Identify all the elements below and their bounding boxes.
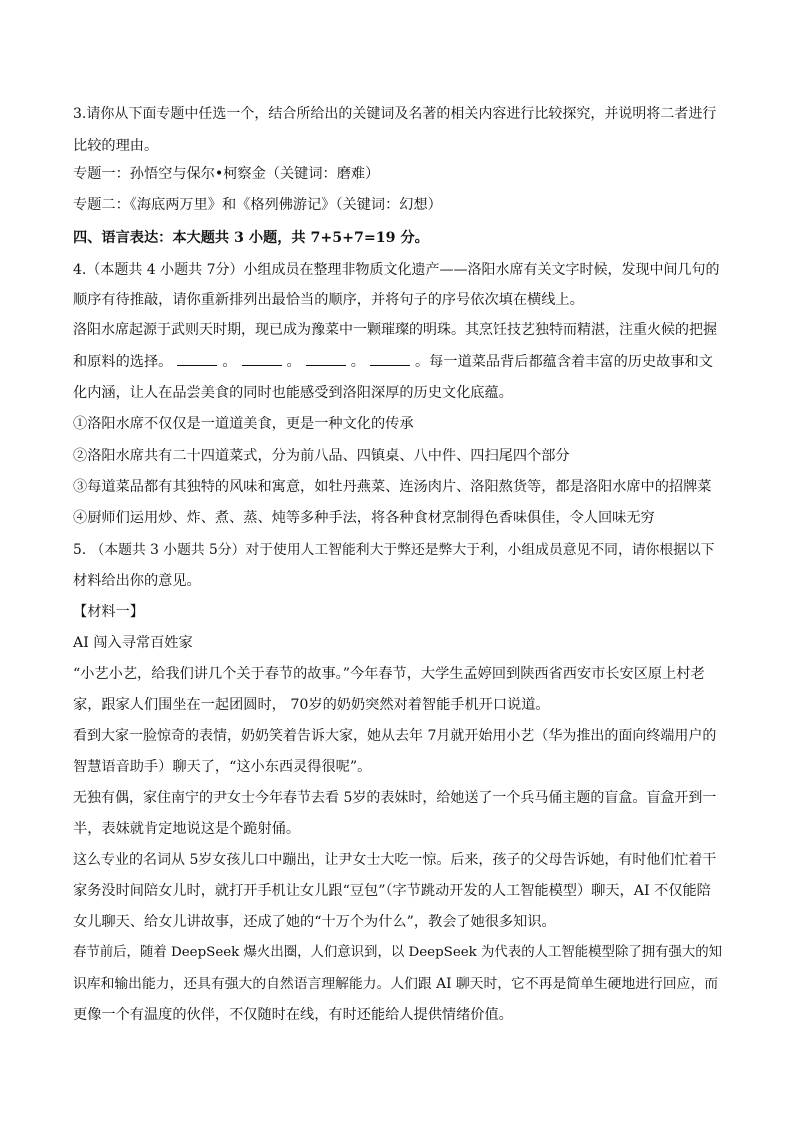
q4-line-3: 洛阳水席起源于武则天时期，现已成为豫菜中一颗璀璨的明珠。其烹饪技艺独特而精湛，注重火候的把握 (73, 322, 717, 338)
q4-blank-prefix: 和原料的选择。 (73, 354, 173, 370)
material-paragraph-line: 无独有偶，家住南宁的尹女士今年春节去看 5岁的表妹时，给她送了一个兵马俑主题的盲盒。盲盒开到一 (73, 790, 717, 806)
material-paragraph-line: 智慧语音助手）聊天了，“这小东西灵得很呢”。 (73, 759, 372, 775)
material-paragraph-line: 识库和输出能力，还具有强大的自然语言理解能力。人们跟 AI 聊天时，它不再是简单生硬地进行回应，而 (73, 976, 719, 992)
material-paragraph-line: 这么专业的名词从 5岁女孩儿口中蹦出，让尹女士大吃一惊。后来，孩子的父母告诉她，有时他们忙着干 (73, 852, 717, 868)
answer-blank-4[interactable] (370, 351, 410, 366)
q4-blank-line (73, 351, 713, 372)
q3-line-2: 比较的理由。 (73, 138, 159, 154)
material-paragraph-line: “小艺小艺，给我们讲几个关于春节的故事。”今年春节，大学生孟婷回到陕西省西安市长安区原上村老 (73, 666, 705, 682)
q4-option-3: ③每道菜品都有其独特的风味和寓意，如牡丹燕菜、连汤肉片、洛阳熬货等，都是洛阳水席中的招牌菜 (73, 479, 712, 495)
answer-blank-1[interactable] (177, 351, 217, 366)
material-paragraph-line: 春节前后，随着 DeepSeek 爆火出圈，人们意识到，以 DeepSeek 为代表的人工智能模型除了拥有强大的知 (73, 945, 723, 960)
q4-option-4: ④厨师们运用炒、炸、煮、蒸、炖等多种手法，将各种食材烹制得色香味俱佳，令人回味无穷 (73, 510, 655, 526)
material-title: AI 闯入寻常百姓家 (73, 635, 193, 651)
q3-topic-2: 专题二：《海底两万里》和《格列佛游记》（关键词：幻想） (73, 197, 442, 213)
q5-line-2: 材料给出你的意见。 (73, 573, 201, 589)
blank-separator: 。 (286, 354, 301, 370)
material-paragraph-line: 看到大家一脸惊奇的表情，奶奶笑着告诉大家，她从去年 7月就开始用小艺（华为推出的面向终端用户的 (73, 728, 717, 744)
blank-separator: 。 (350, 354, 365, 370)
material-paragraph-line: 半，表妹就肯定地说这是个跪射俑。 (73, 821, 301, 837)
q5-line-1: 5. （本题共 3 小题共 5分）对于使用人工智能利大于弊还是弊大于利，小组成员意见不同，请你根据以下 (73, 542, 715, 558)
q3-topic-1: 专题一：孙悟空与保尔•柯察金（关键词：磨难） (73, 166, 380, 182)
q4-line-2: 顺序有待推敲，请你重新排列出最恰当的顺序，并将句子的序号依次填在横线上。 (73, 292, 584, 308)
q4-option-1: ①洛阳水席不仅仅是一道道美食，更是一种文化的传承 (73, 416, 414, 432)
q4-line-1: 4.（本题共 4 小题共 7分）小组成员在整理非物质文化遗产——洛阳水席有关文字时候，发现中间几句的 (73, 262, 720, 278)
material-paragraph-line: 更像一个有温度的伙伴，不仅随时在线，有时还能给人提供情绪价值。 (73, 1007, 513, 1023)
material-label: 【材料一】 (73, 604, 144, 620)
answer-blank-2[interactable] (242, 351, 282, 366)
blank-separator: 。 (222, 354, 237, 370)
answer-blank-3[interactable] (306, 351, 346, 366)
material-paragraph-line: 家务没时间陪女儿时，就打开手机让女儿跟“豆包”（字节跳动开发的人工智能模型）聊天，AI 不仅能陪 (73, 883, 711, 899)
section-4-heading: 四、语言表达：本大题共 3 小题，共 7+5+7=19 分。 (73, 230, 429, 246)
material-paragraph-line: 家，跟家人们围坐在一起团圆时， 70岁的奶奶突然对着智能手机开口说道。 (73, 697, 550, 713)
q4-line-after: 化内涵，让人在品尝美食的同时也能感受到洛阳深厚的历史文化底蕴。 (73, 385, 513, 401)
q3-line-1: 3.请你从下面专题中任选一个，结合所给出的关键词及名著的相关内容进行比较探究，并说明将二者进行 (73, 106, 717, 122)
material-paragraph-line: 女儿聊天、给女儿讲故事，还成了她的“十万个为什么”，教会了她很多知识。 (73, 914, 556, 930)
q4-blank-suffix: 。每一道菜品背后都蕴含着丰富的历史故事和文 (414, 354, 713, 370)
q4-option-2: ②洛阳水席共有二十四道菜式，分为前八品、四镇桌、八中件、四扫尾四个部分 (73, 448, 570, 464)
